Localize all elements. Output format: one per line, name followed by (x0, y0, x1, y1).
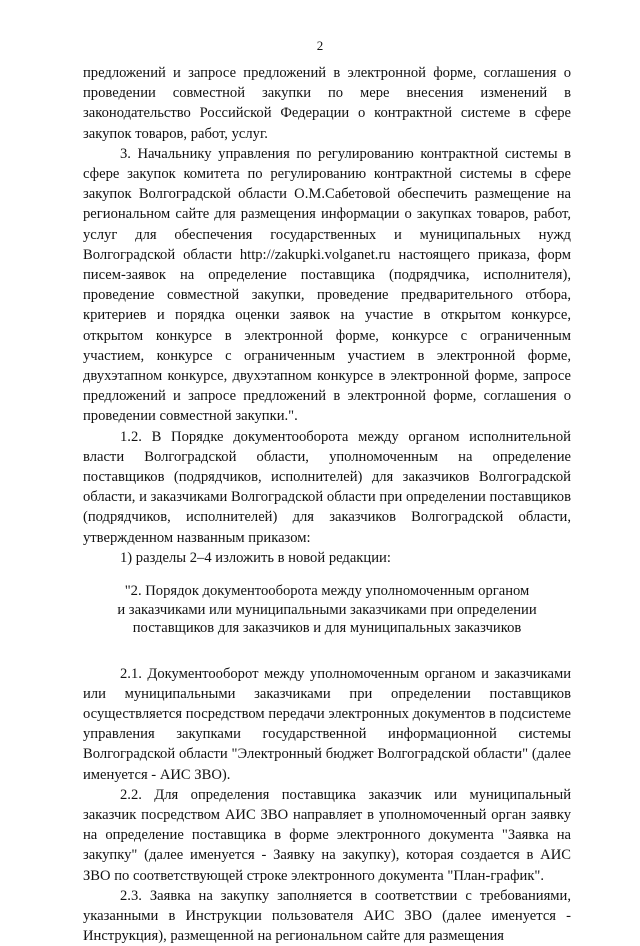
paragraph-1-2: 1.2. В Порядке документооборота между органом исполнительной власти Волгоградской области, уполномоченным на определение поставщиков (подрядчиков, исполнителей) для заказчиков Волгоградской области, и заказчиками Волгоградской области при определении поставщиков (подрядчиков, исполнителей) для заказчиков Волгоградской области, утвержденном названным приказом: (83, 428, 571, 546)
paragraph-2-2: 2.2. Для определения поставщика заказчик или муниципальный заказчик посредством АИС ЗВО направляет в уполномоченный орган заявку на определение поставщика в форме электронного документа "Заявка на закупку" (далее именуется - Заявку на закупку), которая создается в АИС ЗВО по соответствующей строке электронного документа "План-график". (83, 786, 571, 884)
paragraph-sections-2-4: 1) разделы 2–4 изложить в новой редакции: (120, 549, 391, 566)
paragraph-item-3: 3. Начальнику управления по регулированию контрактной системы в сфере закупок комитета по регулированию контрактной системы в сфере закупок Волгоградской области О.М.Сабетовой обеспечить размещение на региональном сайте для размещения информации о закупках товаров, работ, услуг для обеспечения государственных и муниципальных нужд Волгоградской области http://zakupki.volganet.ru настоящего приказа, форм писем-заявок на определение поставщика (подрядчика, исполнителя), проведение совместной закупки, проведение предварительного отбора, критериев и порядка оценки заявок на участие в открытом конкурсе, открытом конкурсе в электронной форме, конкурсе с ограниченным участием, конкурсе с ограниченным участием в электронной форме, двухэтапном конкурсе, двухэтапном конкурсе в электронной форме, запросе предложений и запросе предложений в электронной форме, соглашения о проведении совместной закупки.". (83, 145, 571, 425)
section-heading (83, 582, 571, 638)
section-heading-line: поставщиков для заказчиков и для муниципальных заказчиков (132, 620, 522, 637)
paragraph-2-3: 2.3. Заявка на закупку заполняется в соответствии с требованиями, указанными в Инструкции пользователя АИС ЗВО (далее именуется - Инструкция), размещенной на региональном сайте для размещения (83, 887, 571, 945)
page-number: 2 (316, 38, 324, 53)
document-body (83, 63, 571, 946)
section-heading-line: "2. Порядок документооборота между уполномоченным органом (124, 583, 530, 600)
paragraph-continuation: предложений и запросе предложений в электронной форме, соглашения о проведении совместной закупки по мере внесения изменений в законодательство Российской Федерации о контрактной системе в сфере закупок товаров, работ, услуг. (83, 65, 571, 142)
paragraph-2-1: 2.1. Документооборот между уполномоченным органом и заказчиками или муниципальными заказчиками при определении поставщиков осуществляется посредством передачи электронных документов в подсистеме управления закупками государственной информационной системы Волгоградской области "Электронный бюджет Волгоградской области" (далее именуется - АИС ЗВО). (83, 665, 571, 783)
section-heading-line: и заказчиками или муниципальными заказчиками при определении (117, 601, 537, 618)
